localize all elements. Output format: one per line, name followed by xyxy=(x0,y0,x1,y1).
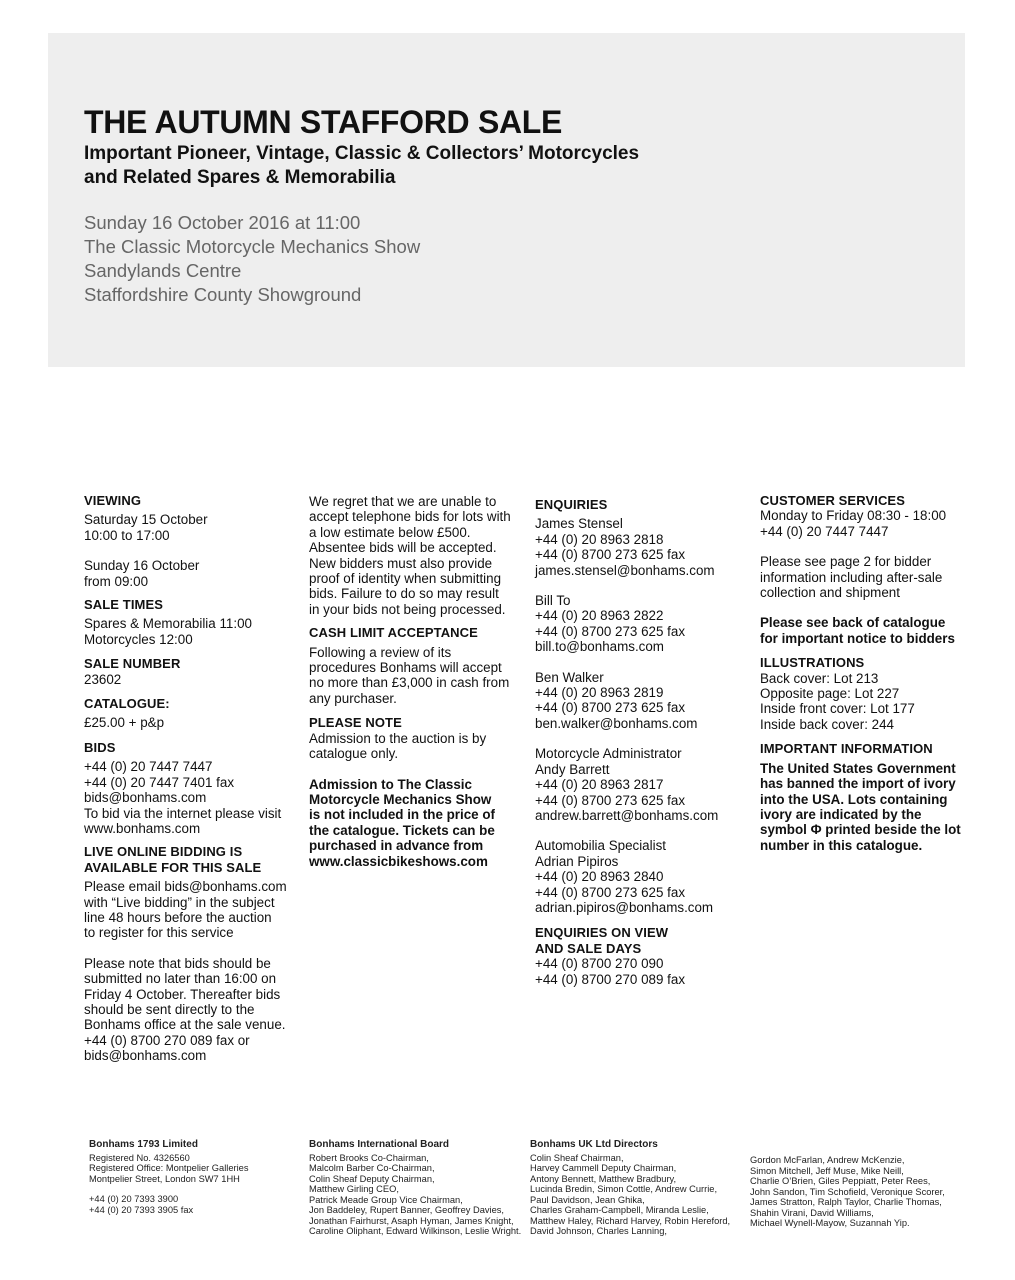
important-info-line: has banned the import of ivory xyxy=(760,776,956,792)
admission-line: Motorcycle Mechanics Show xyxy=(309,791,492,807)
info-column-2 xyxy=(309,494,524,869)
cash-limit-line: Following a review of its xyxy=(309,644,452,660)
sale-number-heading: SALE NUMBER xyxy=(84,656,181,672)
footer-uk-directors-continued xyxy=(750,1155,980,1229)
sale-times-line: Motorcycles 12:00 xyxy=(84,631,193,647)
footer-line: Harvey Cammell Deputy Chairman, xyxy=(530,1163,677,1173)
live-bidding-heading: LIVE ONLINE BIDDING IS xyxy=(84,844,243,860)
bidder-info-line: information including after-sale xyxy=(760,569,943,585)
bids-line: +44 (0) 20 7447 7447 xyxy=(84,759,213,775)
footer-line: Patrick Meade Group Vice Chairman, xyxy=(309,1194,463,1205)
cash-limit-line: any purchaser. xyxy=(309,690,397,706)
footer-line: John Sandon, Tim Schofield, Veronique Scorer, xyxy=(750,1186,945,1197)
regret-line: proof of identity when submitting xyxy=(309,571,502,587)
viewing-line: from 09:00 xyxy=(84,573,149,589)
note-line: submitted no later than 16:00 on xyxy=(84,971,277,987)
viewing-line: Sunday 16 October xyxy=(84,558,200,574)
subtitle-line: Important Pioneer, Vintage, Classic & Collectors’ Motorcycles xyxy=(84,143,640,164)
footer-uk-directors xyxy=(530,1140,745,1237)
note-line: should be sent directly to the xyxy=(84,1001,255,1017)
contact-fax: +44 (0) 8700 273 625 fax xyxy=(535,792,686,808)
cash-limit-heading: CASH LIMIT ACCEPTANCE xyxy=(309,625,478,641)
contact-fax: +44 (0) 8700 273 625 fax xyxy=(535,547,686,563)
footer-line: Shahin Virani, David Williams, xyxy=(750,1207,874,1218)
bidder-info-line: Please see page 2 for bidder xyxy=(760,554,932,570)
footer-line: Charlie O’Brien, Giles Peppiatt, Peter Rees, xyxy=(750,1176,931,1186)
important-info-line: ivory are indicated by the xyxy=(760,806,922,822)
important-info-line: number in this catalogue. xyxy=(760,837,923,853)
footer-line: Jon Baddeley, Rupert Banner, Geoffrey Davies, xyxy=(309,1205,505,1215)
subtitle-line: and Related Spares & Memorabilia xyxy=(84,167,396,188)
sale-number: 23602 xyxy=(84,671,122,687)
admission-line: Admission to The Classic xyxy=(309,776,472,792)
illustration-line: Inside back cover: 244 xyxy=(760,716,894,732)
please-note-line: Admission to the auction is by xyxy=(309,730,487,746)
contact-email: andrew.barrett@bonhams.com xyxy=(535,807,719,823)
footer-line: Registered Office: Montpelier Galleries xyxy=(89,1163,249,1173)
footer-line: Michael Wynell-Mayow, Suzannah Yip. xyxy=(750,1218,910,1228)
footer-line: +44 (0) 20 7393 3900 xyxy=(89,1194,179,1204)
footer-line: Paul Davidson, Jean Ghika, xyxy=(530,1194,645,1205)
contact-name: Ben Walker xyxy=(535,669,604,685)
bids-email: bids@bonhams.com xyxy=(84,790,207,806)
footer-international-board xyxy=(309,1140,524,1237)
regret-line: a low estimate below £500. xyxy=(309,524,471,540)
regret-line: accept telephone bids for lots with xyxy=(309,509,511,525)
contact-fax: +44 (0) 8700 273 625 fax xyxy=(535,700,686,716)
footer-company xyxy=(89,1140,289,1215)
contact-phone: +44 (0) 20 8963 2840 xyxy=(535,869,664,885)
note-line: Friday 4 October. Thereafter bids xyxy=(84,986,281,1002)
sale-details xyxy=(84,211,420,307)
bids-website: www.bonhams.com xyxy=(84,820,201,836)
footer-line: James Stratton, Ralph Taylor, Charlie Thomas, xyxy=(750,1197,942,1207)
illustration-line: Back cover: Lot 213 xyxy=(760,670,879,686)
sale-subtitle xyxy=(84,142,784,190)
viewing-line: 10:00 to 17:00 xyxy=(84,527,170,543)
viewing-line: Saturday 15 October xyxy=(84,512,208,528)
view-fax: +44 (0) 8700 270 089 fax xyxy=(535,971,686,987)
contact-name: Bill To xyxy=(535,593,571,609)
customer-services-line: Monday to Friday 08:30 - 18:00 xyxy=(760,508,947,524)
contact-email: bill.to@bonhams.com xyxy=(535,639,664,655)
enquiries-on-view-heading: ENQUIRIES ON VIEW xyxy=(535,925,669,941)
admission-website: www.classicbikeshows.com xyxy=(309,853,488,869)
contact-fax: +44 (0) 8700 273 625 fax xyxy=(535,884,686,900)
footer-line: Caroline Oliphant, Edward Wilkinson, Leslie Wright. xyxy=(309,1226,522,1236)
note-line: +44 (0) 8700 270 089 fax or xyxy=(84,1032,250,1048)
live-bidding-heading: AVAILABLE FOR THIS SALE xyxy=(84,859,262,875)
contact-role: Automobilia Specialist xyxy=(535,838,666,854)
contact-phone: +44 (0) 20 8963 2817 xyxy=(535,777,664,793)
important-info-line: into the USA. Lots containing xyxy=(760,791,948,807)
viewing-heading: VIEWING xyxy=(84,493,142,508)
sale-date: Sunday 16 October 2016 at 11:00 xyxy=(84,212,361,233)
contact-phone: +44 (0) 20 8963 2818 xyxy=(535,531,664,547)
view-phone: +44 (0) 8700 270 090 xyxy=(535,956,664,972)
contact-phone: +44 (0) 20 8963 2819 xyxy=(535,685,664,701)
sale-venue: Sandylands Centre xyxy=(84,260,242,281)
back-notice-line: Please see back of catalogue xyxy=(760,615,946,631)
regret-line: We regret that we are unable to xyxy=(309,494,497,509)
note-line: bids@bonhams.com xyxy=(84,1048,207,1064)
footer-line: Robert Brooks Co-Chairman, xyxy=(309,1152,429,1163)
sale-times-line: Spares & Memorabilia 11:00 xyxy=(84,616,252,632)
contact-name: James Stensel xyxy=(535,516,623,532)
live-bidding-line: to register for this service xyxy=(84,925,234,941)
footer-heading: Bonhams International Board xyxy=(309,1139,450,1150)
important-info-line: The United States Government xyxy=(760,760,956,776)
bids-heading: BIDS xyxy=(84,739,116,755)
important-info-line: symbol Φ printed beside the lot xyxy=(760,822,961,838)
bids-line: +44 (0) 20 7447 7401 fax xyxy=(84,774,235,790)
footer-line: Simon Mitchell, Jeff Muse, Mike Neill, xyxy=(750,1165,904,1176)
footer-line: Antony Bennett, Matthew Bradbury, xyxy=(530,1173,677,1184)
important-info-heading: IMPORTANT INFORMATION xyxy=(760,741,933,757)
back-notice-line: for important notice to bidders xyxy=(760,630,955,646)
illustrations-heading: ILLUSTRATIONS xyxy=(760,655,865,671)
please-note-heading: PLEASE NOTE xyxy=(309,715,402,731)
enquiries-heading: ENQUIRIES xyxy=(535,497,608,512)
contact-email: james.stensel@bonhams.com xyxy=(535,562,715,578)
footer-line: Gordon McFarlan, Andrew McKenzie, xyxy=(750,1155,905,1165)
illustration-line: Opposite page: Lot 227 xyxy=(760,686,900,702)
sale-times-heading: SALE TIMES xyxy=(84,597,164,613)
info-column-4 xyxy=(760,493,972,853)
cash-limit-line: procedures Bonhams will accept xyxy=(309,660,502,676)
illustration-line: Inside front cover: Lot 177 xyxy=(760,701,915,717)
footer-line: Montpelier Street, London SW7 1HH xyxy=(89,1173,240,1184)
info-column-3 xyxy=(535,497,747,987)
regret-line: bids. Failure to do so may result xyxy=(309,586,499,602)
footer-line: Matthew Haley, Richard Harvey, Robin Hereford, xyxy=(530,1215,731,1226)
footer-line: Lucinda Bredin, Simon Cottle, Andrew Currie, xyxy=(530,1184,718,1194)
note-line: Bonhams office at the sale venue. xyxy=(84,1017,286,1033)
contact-email: ben.walker@bonhams.com xyxy=(535,715,698,731)
sale-location: Staffordshire County Showground xyxy=(84,284,362,305)
footer-line: +44 (0) 20 7393 3905 fax xyxy=(89,1204,194,1215)
admission-line: is not included in the price of xyxy=(309,807,495,823)
footer-line: Colin Sheaf Chairman, xyxy=(530,1152,624,1163)
catalogue-heading: CATALOGUE: xyxy=(84,696,170,712)
contact-email: adrian.pipiros@bonhams.com xyxy=(535,899,714,915)
catalogue-price: £25.00 + p&p xyxy=(84,715,165,731)
bids-line: To bid via the internet please visit xyxy=(84,805,282,821)
regret-line: Absentee bids will be accepted. xyxy=(309,540,497,556)
live-bidding-line: Please email bids@bonhams.com xyxy=(84,879,287,895)
please-note-line: catalogue only. xyxy=(309,746,399,762)
note-line: Please note that bids should be xyxy=(84,955,271,971)
footer-line: Malcolm Barber Co-Chairman, xyxy=(309,1163,435,1173)
contact-name: Adrian Pipiros xyxy=(535,853,619,869)
regret-line: New bidders must also provide xyxy=(309,555,493,571)
sale-event: The Classic Motorcycle Mechanics Show xyxy=(84,236,421,257)
footer-line: David Johnson, Charles Lanning, xyxy=(530,1226,667,1236)
enquiries-on-view-heading: AND SALE DAYS xyxy=(535,940,642,956)
info-column-1 xyxy=(84,493,296,1064)
footer-line: Matthew Girling CEO, xyxy=(309,1184,399,1194)
footer-line: Colin Sheaf Deputy Chairman, xyxy=(309,1173,435,1184)
footer-line: Charles Graham-Campbell, Miranda Leslie, xyxy=(530,1205,709,1215)
bidder-info-line: collection and shipment xyxy=(760,585,900,601)
contact-fax: +44 (0) 8700 273 625 fax xyxy=(535,623,686,639)
customer-services-heading: CUSTOMER SERVICES xyxy=(760,493,905,508)
footer-line: Jonathan Fairhurst, Asaph Hyman, James Knight, xyxy=(309,1215,514,1226)
header-panel xyxy=(48,33,965,367)
admission-line: the catalogue. Tickets can be xyxy=(309,822,495,838)
cash-limit-line: no more than £3,000 in cash from xyxy=(309,675,510,691)
customer-services-line: +44 (0) 20 7447 7447 xyxy=(760,523,889,539)
regret-line: in your bids not being processed. xyxy=(309,601,506,617)
sale-title: THE AUTUMN STAFFORD SALE xyxy=(84,104,563,140)
contact-role: Motorcycle Administrator xyxy=(535,746,682,762)
footer-heading: Bonhams UK Ltd Directors xyxy=(530,1139,658,1150)
contact-phone: +44 (0) 20 8963 2822 xyxy=(535,608,664,624)
footer-line: Registered No. 4326560 xyxy=(89,1152,190,1163)
footer-heading: Bonhams 1793 Limited xyxy=(89,1139,198,1150)
live-bidding-line: with “Live bidding” in the subject xyxy=(84,894,275,910)
live-bidding-line: line 48 hours before the auction xyxy=(84,909,272,925)
admission-line: purchased in advance from xyxy=(309,838,484,854)
contact-name: Andy Barrett xyxy=(535,761,610,777)
